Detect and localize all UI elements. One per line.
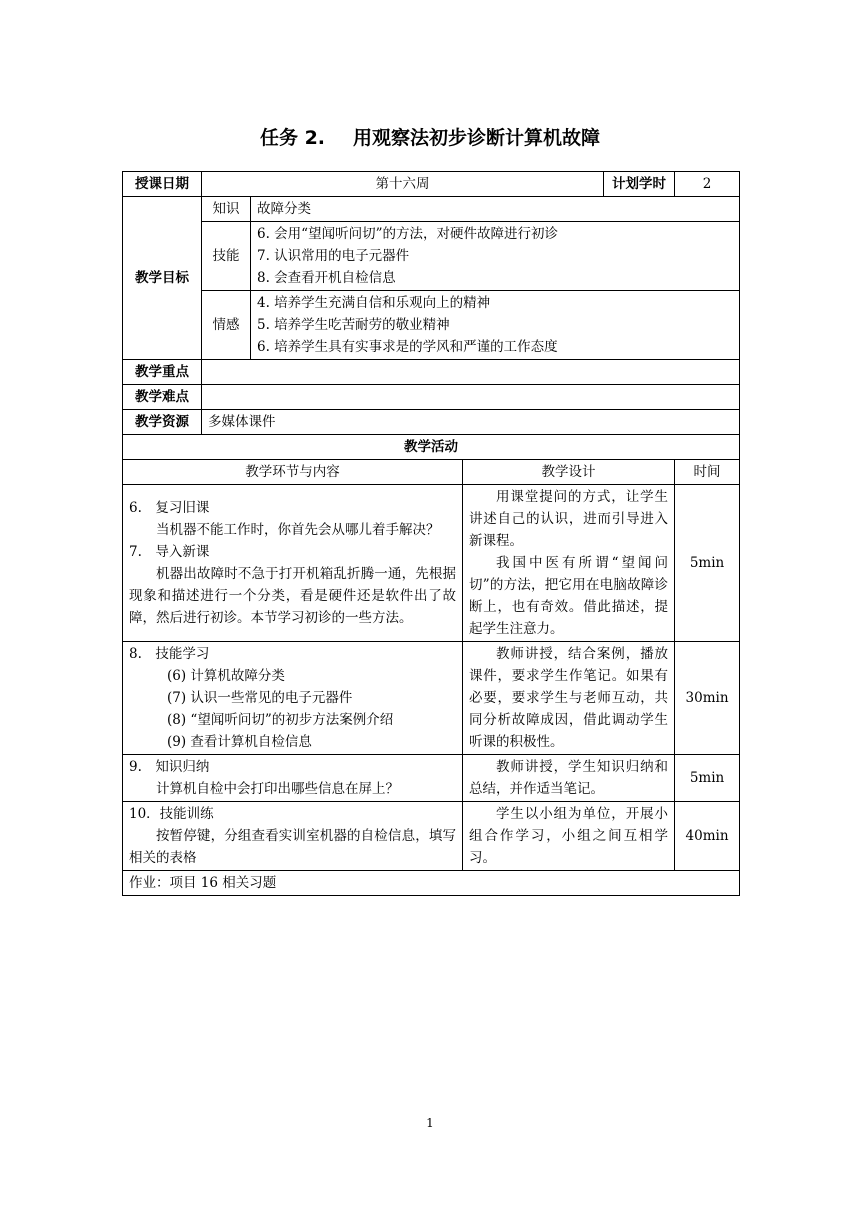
content-line: 9. 知识归纳 xyxy=(129,759,210,775)
activities-heading: 教学活动 xyxy=(123,435,740,460)
date-label: 授课日期 xyxy=(123,172,202,197)
objective-skills-row xyxy=(123,222,740,291)
date-value: 第十六周 xyxy=(202,172,604,197)
activity-time: 40min xyxy=(675,802,740,871)
hours-label: 计划学时 xyxy=(604,172,675,197)
difficulties-row xyxy=(123,385,740,410)
resources-row xyxy=(123,410,740,435)
emotion-item: 4. 培养学生充满自信和乐观向上的精神 xyxy=(257,295,491,311)
activity-content xyxy=(123,802,463,871)
page-number: 1 xyxy=(426,1116,434,1130)
activity-content xyxy=(123,642,463,755)
activity-row xyxy=(123,642,740,755)
skills-cell xyxy=(251,222,740,291)
key-points-label: 教学重点 xyxy=(123,360,202,385)
homework-row xyxy=(123,871,740,896)
activity-design xyxy=(463,485,675,642)
content-line: 按暂停键，分组查看实训室机器的自检信息，填写相关的表格 xyxy=(129,828,456,866)
skill-item: 8. 会查看开机自检信息 xyxy=(257,270,396,286)
activity-design xyxy=(463,802,675,871)
task-number: 任务 2. xyxy=(259,127,326,149)
activity-time: 5min xyxy=(675,755,740,802)
date-row xyxy=(123,172,740,197)
activity-content xyxy=(123,485,463,642)
activity-time: 5min xyxy=(675,485,740,642)
activity-content xyxy=(123,755,463,802)
objectives-label: 教学目标 xyxy=(123,197,202,360)
activities-heading-row xyxy=(123,435,740,460)
content-line: 计算机自检中会打印出哪些信息在屏上？ xyxy=(156,781,399,797)
resources-value: 多媒体课件 xyxy=(202,410,740,435)
objective-knowledge-row xyxy=(123,197,740,222)
skills-label: 技能 xyxy=(202,222,251,291)
homework: 作业：项目 16 相关习题 xyxy=(123,871,740,896)
knowledge-item: 故障分类 xyxy=(257,201,311,217)
difficulties-value xyxy=(202,385,740,410)
activity-time: 30min xyxy=(675,642,740,755)
design-line: 教师讲授，学生知识归纳和总结，并作适当笔记。 xyxy=(469,759,669,797)
emotion-label: 情感 xyxy=(202,291,251,360)
skill-item: 7. 认识常用的电子元器件 xyxy=(257,248,410,264)
page-title xyxy=(0,123,860,150)
key-points-value xyxy=(202,360,740,385)
activity-row xyxy=(123,485,740,642)
content-line: (7) 认识一些常见的电子元器件 xyxy=(167,690,353,706)
emotion-item: 6. 培养学生具有实事求是的学风和严谨的工作态度 xyxy=(257,339,558,355)
content-line: (9) 查看计算机自检信息 xyxy=(167,734,312,750)
design-line: 学生以小组为单位，开展小组合作学习，小组之间互相学习。 xyxy=(469,806,669,866)
content-line: 当机器不能工作时，你首先会从哪儿着手解决？ xyxy=(156,522,440,538)
skill-item: 6. 会用“望闻听问切”的方法，对硬件故障进行初诊 xyxy=(257,226,558,242)
activity-row xyxy=(123,755,740,802)
content-line: 6. 复习旧课 xyxy=(129,500,210,516)
content-line: 机器出故障时不急于打开机箱乱折腾一通，先根据现象和描述进行一个分类，看是硬件还是软件出了故障，然后进行初诊。本节学习初诊的一些方法。 xyxy=(129,566,456,626)
column-header: 时间 xyxy=(675,460,740,485)
task-title: 用观察法初步诊断计算机故障 xyxy=(353,127,601,149)
emotion-item: 5. 培养学生吃苦耐劳的敬业精神 xyxy=(257,317,450,333)
knowledge-label: 知识 xyxy=(202,197,251,222)
content-line: (8) “望闻听问切”的初步方法案例介绍 xyxy=(167,712,394,728)
difficulties-label: 教学难点 xyxy=(123,385,202,410)
activity-design xyxy=(463,642,675,755)
knowledge-cell xyxy=(251,197,740,222)
content-line: 8. 技能学习 xyxy=(129,646,210,662)
design-line: 用课堂提问的方式，让学生讲述自己的认识，进而引导进入新课程。 xyxy=(469,489,669,549)
objective-emotion-row xyxy=(123,291,740,360)
content-line: 10．技能训练 xyxy=(129,806,214,822)
column-header: 教学设计 xyxy=(463,460,675,485)
resources-label: 教学资源 xyxy=(123,410,202,435)
content-line: (6) 计算机故障分类 xyxy=(167,668,285,684)
key-points-row xyxy=(123,360,740,385)
hours-value: 2 xyxy=(675,172,740,197)
design-line: 教师讲授，结合案例，播放课件，要求学生作笔记。如果有必要，要求学生与老师互动，共同分析故障成因，借此调动学生听课的积极性。 xyxy=(469,646,669,750)
activities-column-header-row xyxy=(123,460,740,485)
activity-design xyxy=(463,755,675,802)
design-line: 我国中医有所谓“望闻问切”的方法，把它用在电脑故障诊断上，也有奇效。借此描述，提起学生注意力。 xyxy=(469,555,669,637)
content-line: 7. 导入新课 xyxy=(129,544,210,560)
activity-row xyxy=(123,802,740,871)
emotion-cell xyxy=(251,291,740,360)
column-header: 教学环节与内容 xyxy=(123,460,463,485)
lesson-plan-table xyxy=(122,171,740,896)
